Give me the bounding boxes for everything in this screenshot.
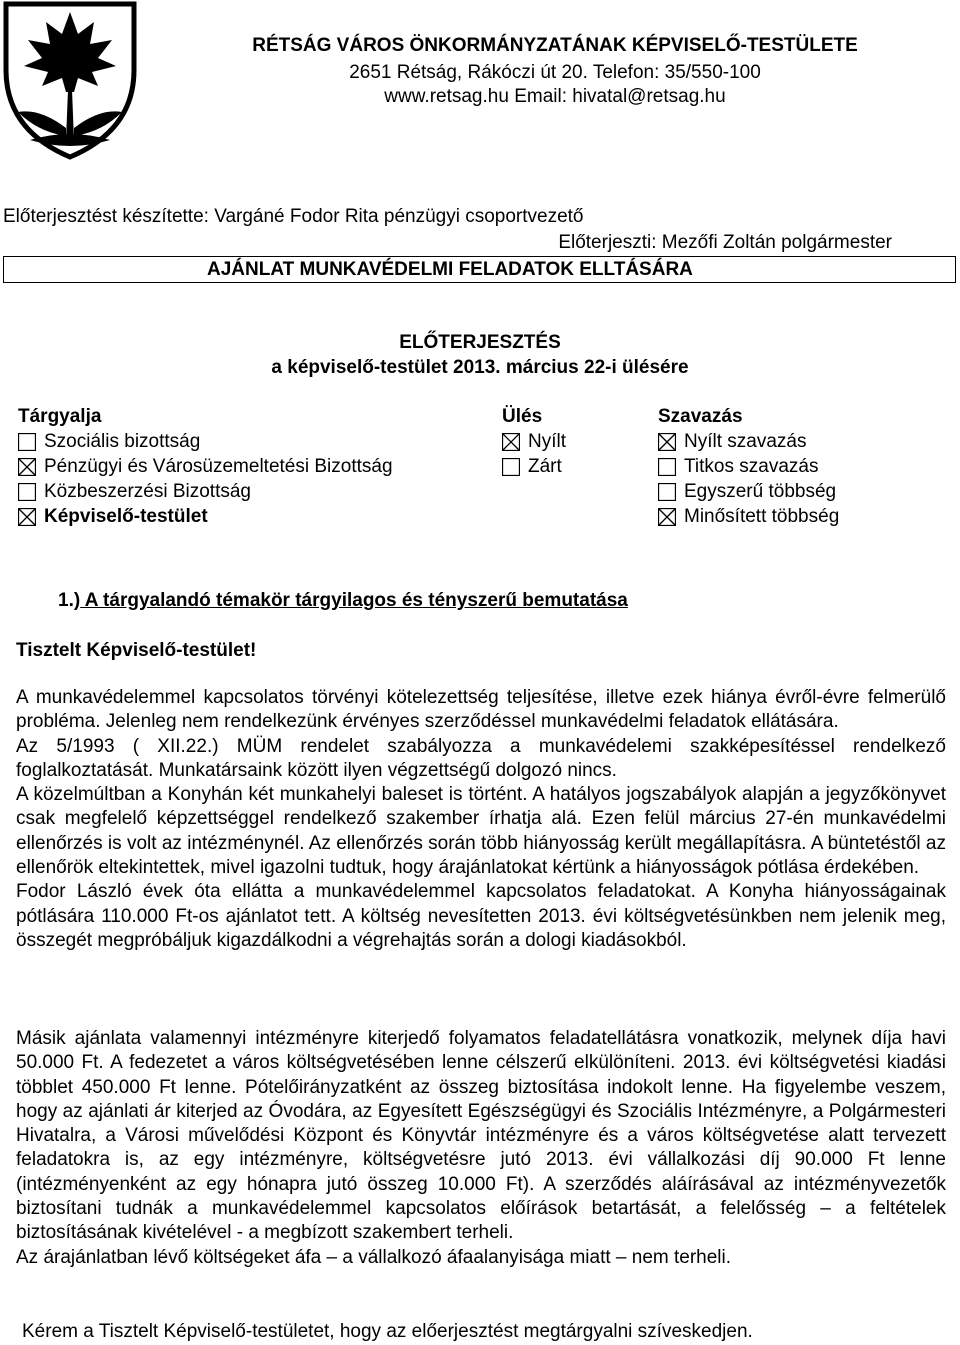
targyalja-item[interactable]: Közbeszerzési Bizottság: [18, 479, 393, 504]
targyalja-item[interactable]: Pénzügyi és Városüzemeltetési Bizottság: [18, 454, 393, 479]
document-title-box: [3, 256, 956, 283]
header-address: 2651 Rétság, Rákóczi út 20. Telefon: 35/550-100: [349, 62, 761, 83]
greeting: Tisztelt Képviselő-testület!: [16, 640, 257, 661]
checkbox-icon[interactable]: [502, 433, 520, 451]
ules-column: [502, 404, 566, 479]
paragraph: Másik ajánlata valamennyi intézményre kiterjedő folyamatos feladatellátásra vonatkozik, melynek díja havi 50.000 Ft. A fedezetet a város költségvetésében lenne célszerű elkülöníteni. 2013. évi költségvetési kiadási többlet 450.000 Ft lenne. Pótelőirányzatként az összeg biztosítása indokolt lenne. Ha figyelembe veszem, hogy az ajánlati ár kiterjed az Óvodára, az Egyesített Egészségügyi és Szociális Intézményre, a Polgármesteri Hivatalra, a Városi művelődési Központ és Könyvtár intézményre és a város költségvetése alatt tervezett feladatokra is, az egy intézményre, költségvetésre jutó 2013. évi vállalkozási díj 90.000 Ft lenne (intézményenként az egy hónapra jutó összeg 10.000 Ft). A szerződés aláírásával az intézményvezetők biztosítani tudnák a munkavédelemmel kapcsolatos előírások betartását, a felelősség – a feltételek biztosításának kivételével - a megbízott szakembert terheli.: [16, 1028, 946, 1244]
closing-request: Kérem a Tisztelt Képviselő-testületet, hogy az előerjesztést megtárgyalni szíveskedjen.: [22, 1321, 753, 1342]
checkbox-icon[interactable]: [18, 433, 36, 451]
paragraph: A közelmúltban a Konyhán két munkahelyi baleset is történt. A hatályos jogszabályok alapján a jegyzőkönyvet csak megfelelő képzettséggel rendelkező szakember írhatja alá. Ezen felül március 27-én munkavédelmi ellenőrzés is volt az intézménynél. Az ellenőrzés során több hiányosság került megállapításra. A büntetéstől az ellenőrök eltekintettek, mivel igazolni tudtuk, hogy árajánlatokat kértünk a hiányosságok pótlása érdekében.: [16, 784, 946, 879]
body-paragraphs-2: [16, 1027, 946, 1270]
checkbox-icon[interactable]: [658, 508, 676, 526]
section-number: 1.): [58, 590, 81, 611]
checkbox-icon[interactable]: [658, 458, 676, 476]
checkbox-icon[interactable]: [658, 483, 676, 501]
ules-heading: Ülés: [502, 406, 543, 427]
targyalja-column: [18, 404, 393, 529]
paragraph: Az árajánlatban lévő költségeket áfa – a vállalkozó áfaalanyisága miatt – nem terheli.: [16, 1246, 732, 1268]
szavazas-item[interactable]: Minősített többség: [658, 504, 839, 529]
ules-item[interactable]: Zárt: [502, 454, 566, 479]
header-web: www.retsag.hu Email: hivatal@retsag.hu: [384, 86, 726, 107]
section-title: A tárgyalandó témakör tárgyilagos és tényszerű bemutatása: [80, 590, 628, 611]
body-paragraphs-1: [16, 686, 946, 953]
targyalja-item[interactable]: Szociális bizottság: [18, 429, 393, 454]
checkbox-icon[interactable]: [18, 458, 36, 476]
paragraph: A munkavédelemmel kapcsolatos törvényi kötelezettség teljesítése, illetve ezek hiánya évről-évre felmerülő probléma. Jelenleg nem rendelkezünk érvényes szerződéssel munkavédelmi feladatok ellátására.: [16, 687, 946, 733]
szavazas-item[interactable]: Titkos szavazás: [658, 454, 839, 479]
szavazas-heading: Szavazás: [658, 406, 743, 427]
coat-of-arms-logo: [0, 0, 140, 160]
ules-item[interactable]: Nyílt: [502, 429, 566, 454]
szavazas-column: [658, 404, 839, 529]
checkbox-icon[interactable]: [18, 508, 36, 526]
checkbox-icon[interactable]: [18, 483, 36, 501]
paragraph: Az 5/1993 ( XII.22.) MÜM rendelet szabályozza a munkavédelemi szakképesítéssel rendelkező foglalkoztatását. Munkatársaink között ilyen végzettségű dolgozó nincs.: [16, 735, 946, 781]
paragraph: Fodor László évek óta ellátta a munkavédelemmel kapcsolatos feladatokat. A Konyha hiányosságainak pótlására 110.000 Ft-os ajánlatot tett. A költség nevesítetten 2013. évi költségvetésünkben nem jelenik meg, összegét megpróbáljuk kigazdálkodni a végrehajtás során a dologi kiadásokból.: [16, 881, 946, 951]
proposal-label: ELŐTERJESZTÉS: [399, 332, 561, 353]
meeting-label: a képviselő-testület 2013. március 22-i ülésére: [271, 357, 689, 378]
targyalja-heading: Tárgyalja: [18, 406, 102, 427]
document-title: AJÁNLAT MUNKAVÉDELMI FELADATOK ELLTÁSÁRA: [207, 259, 693, 280]
prepared-by: Előterjesztést készítette: Vargáné Fodor Rita pénzügyi csoportvezető: [3, 206, 584, 227]
checkbox-icon[interactable]: [502, 458, 520, 476]
szavazas-item[interactable]: Nyílt szavazás: [658, 429, 839, 454]
targyalja-item[interactable]: Képviselő-testület: [18, 504, 393, 529]
checkbox-icon[interactable]: [658, 433, 676, 451]
presenter: Előterjeszti: Mezőfi Zoltán polgármester: [558, 232, 892, 253]
section-heading: [58, 590, 628, 612]
header-title: RÉTSÁG VÁROS ÖNKORMÁNYZATÁNAK KÉPVISELŐ-TESTÜLETE: [252, 35, 858, 56]
szavazas-item[interactable]: Egyszerű többség: [658, 479, 839, 504]
